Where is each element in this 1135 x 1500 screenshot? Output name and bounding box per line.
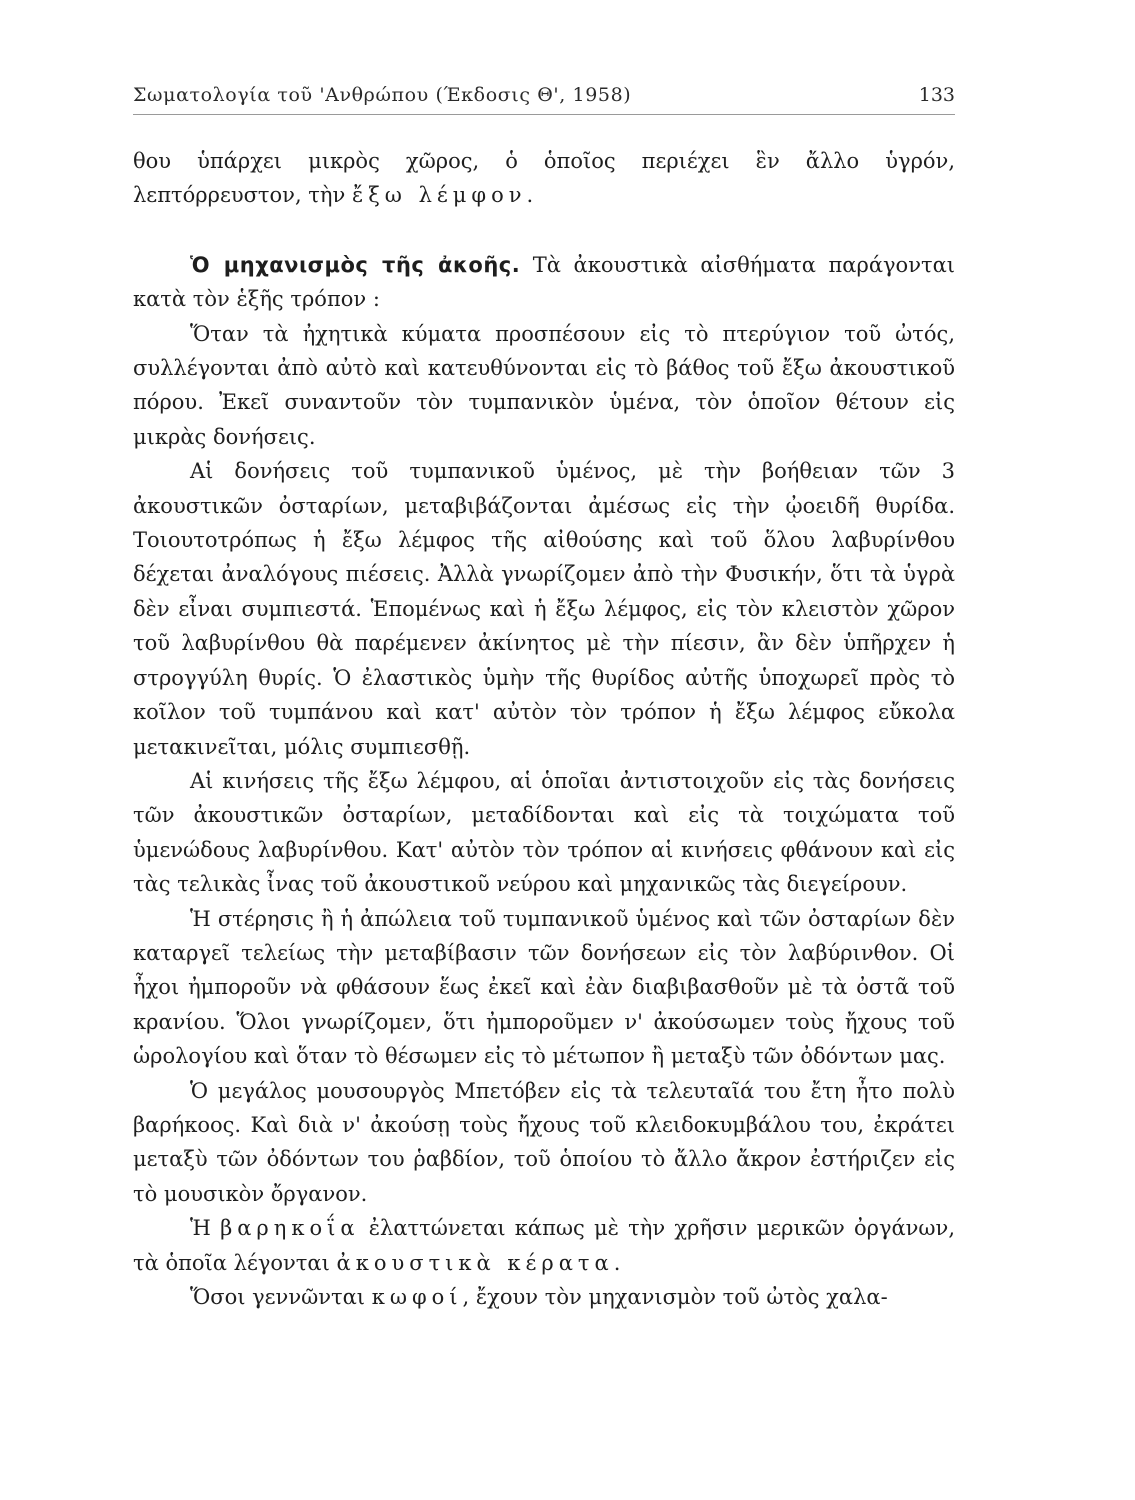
paragraph-text: Ἡ: [190, 1216, 221, 1241]
paragraph: Ἡ στέρησις ἢ ἡ ἀπώλεια τοῦ τυμπανικοῦ ὑμένος καὶ τῶν ὀσταρίων δὲν καταργεῖ τελείως τὴν μεταβίβασιν τῶν δονήσεων εἰς τὸν λαβύρινθον. Οἱ ἦχοι ἠμποροῦν νὰ φθάσουν ἕως ἐκεῖ καὶ ἐὰν διαβιβασθοῦν μὲ τὰ ὀστᾶ τοῦ κρανίου. Ὅλοι γνωρίζομεν, ὅτι ἠμποροῦμεν ν' ἀκούσωμεν τοὺς ἤχους τοῦ ὡρολογίου καὶ ὅταν τὸ θέσωμεν εἰς τὸ μέτωπον ἢ μεταξὺ τῶν ὀδόντων μας.: [133, 906, 955, 1069]
paragraph-hearing-mechanism: [133, 248, 955, 317]
paragraph: Ὅταν τὰ ἠχητικὰ κύματα προσπέσουν εἰς τὸ πτερύγιον τοῦ ὠτός, συλλέγονται ἀπὸ αὐτὸ καὶ κατευθύνονται εἰς τὸ βάθος τοῦ ἔξω ἀκουστικοῦ πόρου. Ἐκεῖ συναντοῦν τὸν τυμπανικὸν ὑμένα, τὸν ὁποῖον θέτουν εἰς μικρὰς δονήσεις.: [133, 321, 955, 449]
spaced-term: ἔξω λέμφον: [351, 183, 527, 208]
paragraph: [133, 1211, 955, 1280]
spaced-term: βαρηκοΐα: [220, 1216, 360, 1241]
paragraph-text: .: [526, 183, 534, 208]
paragraph-text: Ὅσοι γεννῶνται: [190, 1285, 372, 1309]
paragraph-text: θου ὑπάρχει μικρὸς χῶρος, ὁ ὁποῖος περιέχει ἓν ἄλλο ὑγρόν, λεπτόρρευστον, τὴν: [133, 149, 955, 208]
spaced-term: κωφοί: [371, 1285, 463, 1309]
paragraph: Αἱ κινήσεις τῆς ἔξω λέμφου, αἱ ὁποῖαι ἀντιστοιχοῦν εἰς τὰς δονήσεις τῶν ἀκουστικῶν ὀσταρίων, μεταδίδονται καὶ εἰς τὰ τοιχώματα τοῦ ὑμενώδους λαβυρίνθου. Κατ' αὐτὸν τὸν τρόπον αἱ κινήσεις φθάνουν καὶ εἰς τὰς τελικὰς ἶνας τοῦ ἀκουστικοῦ νεύρου καὶ μηχανικῶς τὰς διεγείρουν.: [133, 768, 955, 897]
body-text: [133, 144, 955, 1314]
paragraph-text: .: [613, 1250, 621, 1275]
paragraph: [133, 1280, 955, 1314]
section-heading: Ὁ μηχανισμὸς τῆς ἀκοῆς.: [190, 252, 521, 277]
running-header: [133, 84, 955, 115]
paragraph-text: Τὰ ἀκουστικὰ αἰσθήματα παράγονται κατὰ τὸν ἑξῆς τρόπον :: [133, 252, 956, 312]
paragraph-text: ἐλαττώνεται κάπως μὲ τὴν χρῆσιν μερικῶν ὀργάνων, τὰ ὁποῖα λέγονται: [133, 1216, 956, 1275]
paragraph: Ὁ μεγάλος μουσουργὸς Μπετόβεν εἰς τὰ τελευταῖά του ἔτη ἦτο πολὺ βαρήκοος. Καὶ διὰ ν' ἀκούσῃ τοὺς ἤχους τοῦ κλειδοκυμβάλου του, ἐκράτει μεταξὺ τῶν ὀδόντων του ῥαβδίον, τοῦ ὁποίου τὸ ἄλλο ἄκρον ἐστήριζεν εἰς τὸ μουσικὸν ὄργανον.: [133, 1078, 955, 1206]
paragraph: Αἱ δονήσεις τοῦ τυμπανικοῦ ὑμένος, μὲ τὴν βοήθειαν τῶν 3 ἀκουστικῶν ὀσταρίων, μεταβιβάζονται ἀμέσως εἰς τὴν ᾠοειδῆ θυρίδα. Τοιουτοτρόπως ἡ ἔξω λέμφος τῆς αἰθούσης καὶ τοῦ ὅλου λαβυρίνθου δέχεται ἀναλόγους πιέσεις. Ἀλλὰ γνωρίζομεν ἀπὸ τὴν Φυσικήν, ὅτι τὰ ὑγρὰ δὲν εἶναι συμπιεστά. Ἑπομένως καὶ ἡ ἔξω λέμφος, εἰς τὸν κλειστὸν χῶρον τοῦ λαβυρίνθου θὰ παρέμενεν ἀκίνητος μὲ τὴν πίεσιν, ἂν δὲν ὑπῆρχεν ἡ στρογγύλη θυρίς. Ὁ ἐλαστικὸς ὑμὴν τῆς θυρίδος αὐτῆς ὑποχωρεῖ πρὸς τὸ κοῖλον τοῦ τυμπάνου καὶ κατ' αὐτὸν τὸν τρόπον ἡ ἔξω λέμφος εὔκολα μετακινεῖται, μόλις συμπιεσθῇ.: [133, 459, 955, 759]
page-number: 133: [918, 84, 955, 106]
paragraph-continuation: [133, 144, 955, 213]
paragraph-text: , ἔχουν τὸν μηχανισμὸν τοῦ ὠτὸς χαλα-: [462, 1285, 888, 1309]
running-header-title: Σωματολογία τοῦ 'Ανθρώπου (Έκδοσις Θ', 1958): [133, 84, 632, 106]
spaced-term: ἀκουστικὰ κέρατα: [336, 1250, 614, 1275]
